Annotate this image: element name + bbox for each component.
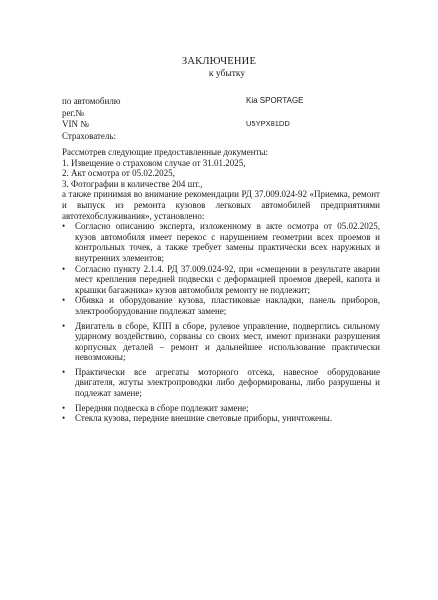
auto-value: Kia SPORTAGE <box>246 96 304 105</box>
auto-label: по автомобилю <box>62 96 121 106</box>
finding-item <box>62 321 380 363</box>
bullet-icon: • <box>62 366 66 377</box>
finding-item <box>62 403 380 414</box>
document-item: 1. Извещение о страховом случае от 31.01.2025, <box>62 157 246 168</box>
finding-text: Обивка и оборудование кузова, пластиковые накладки, панель приборов, электрооборудование подлежат замене; <box>75 295 380 316</box>
document-item: 2. Акт осмотра от 05.02.2025, <box>62 168 175 179</box>
bullet-icon: • <box>62 402 66 413</box>
finding-text: Стекла кузова, передние внешние световые приборы, уничтожены. <box>75 413 333 424</box>
document-title: ЗАКЛЮЧЕНИЕ <box>181 56 257 67</box>
finding-item <box>62 264 380 296</box>
bullet-icon: • <box>62 263 66 274</box>
bullet-icon: • <box>62 221 66 232</box>
finding-text: Согласно пункту 2.1.4. РД 37.009.024-92, при «смещении в результате аварии мест крепления передней подвески с деформацией проемов дверей, капота и крышки багажника» кузов автомобиля ремонту не подлежит; <box>75 263 380 295</box>
finding-text: Согласно описанию эксперта, изложенному в акте осмотра от 05.02.2025, кузов автомобиля имеет перекос с нарушением геометрии всех проемов и контрольных точек, а также требует замены практически всех наружных и внутренних элементов; <box>75 221 380 263</box>
bullet-icon: • <box>62 320 66 331</box>
finding-item <box>62 221 380 263</box>
insured-label: Страхователь: <box>62 131 116 141</box>
document-item: 3. Фотографии в количестве 204 шт., <box>62 178 203 189</box>
bullet-icon: • <box>62 295 66 306</box>
vin-value: U5YPX81DD <box>246 119 290 128</box>
finding-item <box>62 367 380 399</box>
finding-text: Передняя подвеска в сборе подлежит замене; <box>75 402 249 413</box>
recommendation-text: а также принимая во внимание рекомендации РД 37.009.024-92 «Приемка, ремонт и выпуск из ремонта кузовов легковых автомобилей предприятиями автотехобслуживания», установлено: <box>62 189 380 221</box>
bullet-icon: • <box>62 413 66 424</box>
finding-item <box>62 413 380 424</box>
reg-label: рег.№ <box>62 108 85 118</box>
finding-text: Двигатель в сборе, КПП в сборе, рулевое управление, подверглись сильному ударному воздействию, сорваны со своих мест, имеют признаки разрушения корпусных деталей – ремонт и дальнейшее использование практически невозможны; <box>75 320 380 363</box>
finding-item <box>62 295 380 316</box>
intro-text: Рассмотрев следующие предоставленные документы: <box>62 147 269 157</box>
document-subtitle: к убытку <box>208 69 246 79</box>
vin-label: VIN № <box>62 119 89 129</box>
finding-text: Практически все агрегаты моторного отсека, навесное оборудование двигателя, жгуты электропроводки либо деформированы, либо разрушены и подлежат замене; <box>75 366 380 399</box>
document-body <box>62 147 380 424</box>
